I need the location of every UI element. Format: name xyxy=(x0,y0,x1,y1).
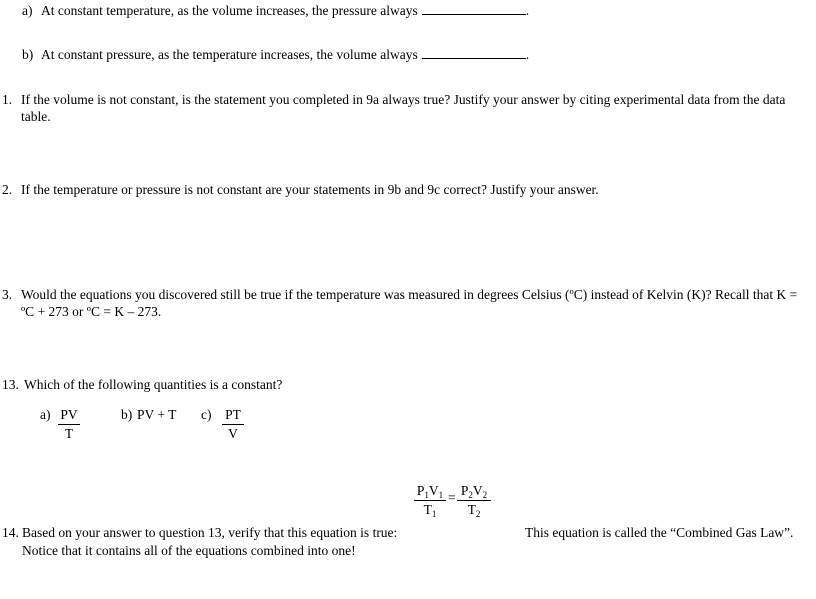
q-celsius-line1: Would the equations you discovered still be true if the temperature was measured in degrees Celsius (ºC) instead of Kelvin (K)? Recall that K = xyxy=(21,287,798,302)
eq-v2: V xyxy=(472,483,483,498)
equation-left-fraction xyxy=(414,482,446,519)
part-a-label: a) xyxy=(22,3,33,18)
equation-right-numerator xyxy=(457,482,491,501)
q13-number: 13. xyxy=(2,377,19,392)
equation-left-numerator xyxy=(414,482,446,501)
option-a-label: a) xyxy=(40,407,51,422)
q14-line1: Based on your answer to question 13, verify that this equation is true: xyxy=(22,525,398,540)
part-a-blank[interactable] xyxy=(422,2,526,15)
part-a-end: . xyxy=(525,3,530,18)
q14-note: This equation is called the “Combined Gas Law”. xyxy=(525,525,794,540)
eq-t2-sub: 2 xyxy=(475,509,481,519)
option-b-label: b) xyxy=(121,407,133,422)
equation-right-denominator xyxy=(457,501,491,519)
eq-t2: T xyxy=(467,502,476,517)
part-a-question: At constant temperature, as the volume increases, the pressure always xyxy=(41,3,418,18)
q11-line1: If the volume is not constant, is the statement you completed in 9a always true? Justify your answer by citing experimental data from the data xyxy=(21,92,786,107)
option-c-label: c) xyxy=(201,407,212,422)
q12-line1: If the temperature or pressure is not constant are your statements in 9b and 9c correct? Justify your answer. xyxy=(21,182,599,197)
option-c-fraction xyxy=(222,406,244,443)
equation-right-fraction xyxy=(457,482,491,519)
equation-left-denominator xyxy=(414,501,446,519)
eq-t1-sub: 1 xyxy=(431,509,437,519)
part-b-label: b) xyxy=(22,47,34,62)
part-a-text xyxy=(41,2,529,20)
option-a-numerator: PV xyxy=(58,406,80,425)
q11-line2: table. xyxy=(21,109,51,124)
q-celsius-line2: ºC + 273 or ºC = K – 273. xyxy=(21,304,162,319)
q-celsius-number: 3. xyxy=(2,287,13,302)
option-b-expression: PV + T xyxy=(137,407,177,422)
q11-number: 1. xyxy=(2,92,13,107)
option-a-fraction xyxy=(58,406,80,443)
part-b-question: At constant pressure, as the temperature increases, the volume always xyxy=(41,47,418,62)
option-c-numerator: PT xyxy=(222,406,244,425)
eq-p2-sub: 2 xyxy=(468,490,473,500)
eq-p1: P xyxy=(416,483,425,498)
eq-v1: V xyxy=(428,483,439,498)
q12-number: 2. xyxy=(2,182,13,197)
eq-p1-sub: 1 xyxy=(424,490,429,500)
option-c-denominator: V xyxy=(228,426,238,441)
equation-equals: = xyxy=(448,490,456,505)
eq-v2-sub: 2 xyxy=(482,490,488,500)
eq-v1-sub: 1 xyxy=(438,490,444,500)
q13-text: Which of the following quantities is a constant? xyxy=(24,377,283,392)
q14-line2: Notice that it contains all of the equations combined into one! xyxy=(22,543,356,558)
option-a-denominator: T xyxy=(64,426,74,441)
part-b-end: . xyxy=(525,47,530,62)
part-b-text xyxy=(41,46,529,64)
part-b-blank[interactable] xyxy=(422,46,526,59)
eq-t1: T xyxy=(423,502,432,517)
q14-number: 14. xyxy=(2,525,19,540)
eq-p2: P xyxy=(460,483,469,498)
